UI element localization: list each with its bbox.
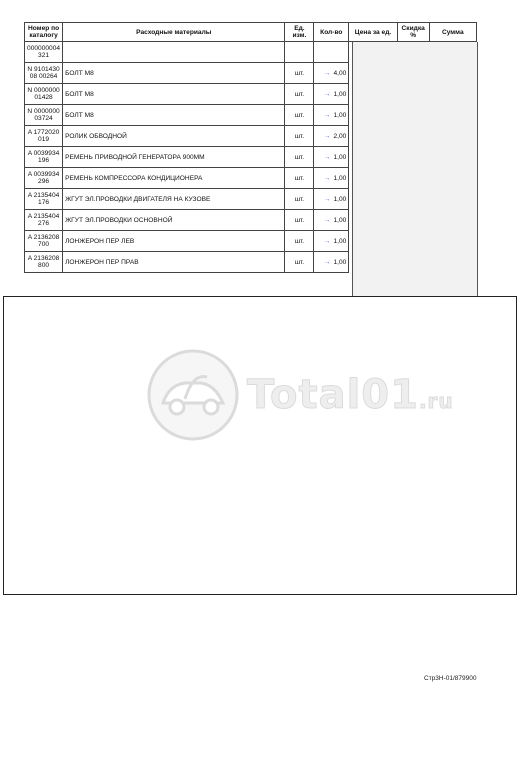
cell-material-name: РЕМЕНЬ КОМПРЕССОРА КОНДИЦИОНЕРА <box>63 168 285 189</box>
cell-qty <box>314 63 349 84</box>
price-columns-panel <box>352 42 478 296</box>
header-price: Цена за ед. <box>349 23 397 42</box>
cell-catalog: A 2136208700 <box>25 231 63 252</box>
arrow-icon: → <box>323 111 331 119</box>
cell-catalog: N 000000003724 <box>25 105 63 126</box>
arrow-icon: → <box>323 258 331 266</box>
qty-value: 1,00 <box>333 111 347 119</box>
cell-qty <box>314 105 349 126</box>
cell-qty <box>314 126 349 147</box>
cell-qty <box>314 147 349 168</box>
cell-unit <box>285 42 314 63</box>
cell-catalog: N 000000001428 <box>25 84 63 105</box>
cell-material-name: БОЛТ М8 <box>63 63 285 84</box>
cell-qty <box>314 210 349 231</box>
cell-catalog: A 0039934296 <box>25 168 63 189</box>
cell-unit: шт. <box>285 63 314 84</box>
qty-value: 1,00 <box>333 153 347 161</box>
watermark <box>145 347 454 443</box>
cell-catalog: A 0039934196 <box>25 147 63 168</box>
cell-catalog: N 910143008 00264 <box>25 63 63 84</box>
cell-catalog: A 1772020019 <box>25 126 63 147</box>
cell-material-name: ЖГУТ ЭЛ.ПРОВОДКИ ОСНОВНОЙ <box>63 210 285 231</box>
cell-unit: шт. <box>285 189 314 210</box>
qty-value: 1,00 <box>333 216 347 224</box>
cell-material-name: ЛОНЖЕРОН ПЕР ПРАВ <box>63 252 285 273</box>
cell-material-name: БОЛТ М8 <box>63 84 285 105</box>
arrow-icon: → <box>323 195 331 203</box>
qty-value: 1,00 <box>333 237 347 245</box>
header-sum: Сумма <box>429 23 476 42</box>
arrow-icon: → <box>323 216 331 224</box>
qty-value: 4,00 <box>333 69 347 77</box>
cell-unit: шт. <box>285 105 314 126</box>
cell-material-name: РЕМЕНЬ ПРИВОДНОЙ ГЕНЕРАТОРА 900ММ <box>63 147 285 168</box>
cell-unit: шт. <box>285 231 314 252</box>
arrow-icon: → <box>323 174 331 182</box>
arrow-icon: → <box>323 237 331 245</box>
qty-value: 1,00 <box>333 258 347 266</box>
cell-unit: шт. <box>285 168 314 189</box>
cell-material-name <box>63 42 285 63</box>
qty-value: 1,00 <box>333 174 347 182</box>
cell-qty <box>314 168 349 189</box>
table-header-row <box>25 23 477 42</box>
cell-unit: шт. <box>285 126 314 147</box>
cell-catalog: A 2135404276 <box>25 210 63 231</box>
cell-unit: шт. <box>285 252 314 273</box>
cell-qty <box>314 84 349 105</box>
qty-value: 1,00 <box>333 195 347 203</box>
cell-catalog: A 2135404176 <box>25 189 63 210</box>
page-code: Стр3Н-01/879900 <box>424 675 477 682</box>
cell-catalog: A 2136208800 <box>25 252 63 273</box>
header-catalog: Номер по каталогу <box>25 23 63 42</box>
cell-material-name: ЛОНЖЕРОН ПЕР ЛЕВ <box>63 231 285 252</box>
qty-value: 2,00 <box>333 132 347 140</box>
cell-material-name: РОЛИК ОБВОДНОЙ <box>63 126 285 147</box>
covering-panel <box>3 296 517 595</box>
arrow-icon: → <box>323 132 331 140</box>
cell-catalog: 000000004321 <box>25 42 63 63</box>
cell-unit: шт. <box>285 84 314 105</box>
header-qty: Кол-во <box>314 23 349 42</box>
arrow-icon: → <box>323 153 331 161</box>
cell-unit: шт. <box>285 147 314 168</box>
cell-qty <box>314 189 349 210</box>
arrow-icon: → <box>323 90 331 98</box>
cell-material-name: ЖГУТ ЭЛ.ПРОВОДКИ ДВИГАТЕЛЯ НА КУЗОВЕ <box>63 189 285 210</box>
cell-qty <box>314 252 349 273</box>
car-logo-icon <box>145 347 241 443</box>
qty-value: 1,00 <box>333 90 347 98</box>
cell-unit: шт. <box>285 210 314 231</box>
cell-qty <box>314 231 349 252</box>
cell-qty <box>314 42 349 63</box>
watermark-text: Total01.ru <box>247 372 454 418</box>
arrow-icon: → <box>323 69 331 77</box>
header-discount: Скидка % <box>397 23 429 42</box>
header-materials: Расходные материалы <box>63 23 285 42</box>
header-unit: Ед. изм. <box>285 23 314 42</box>
cell-material-name: БОЛТ М8 <box>63 105 285 126</box>
